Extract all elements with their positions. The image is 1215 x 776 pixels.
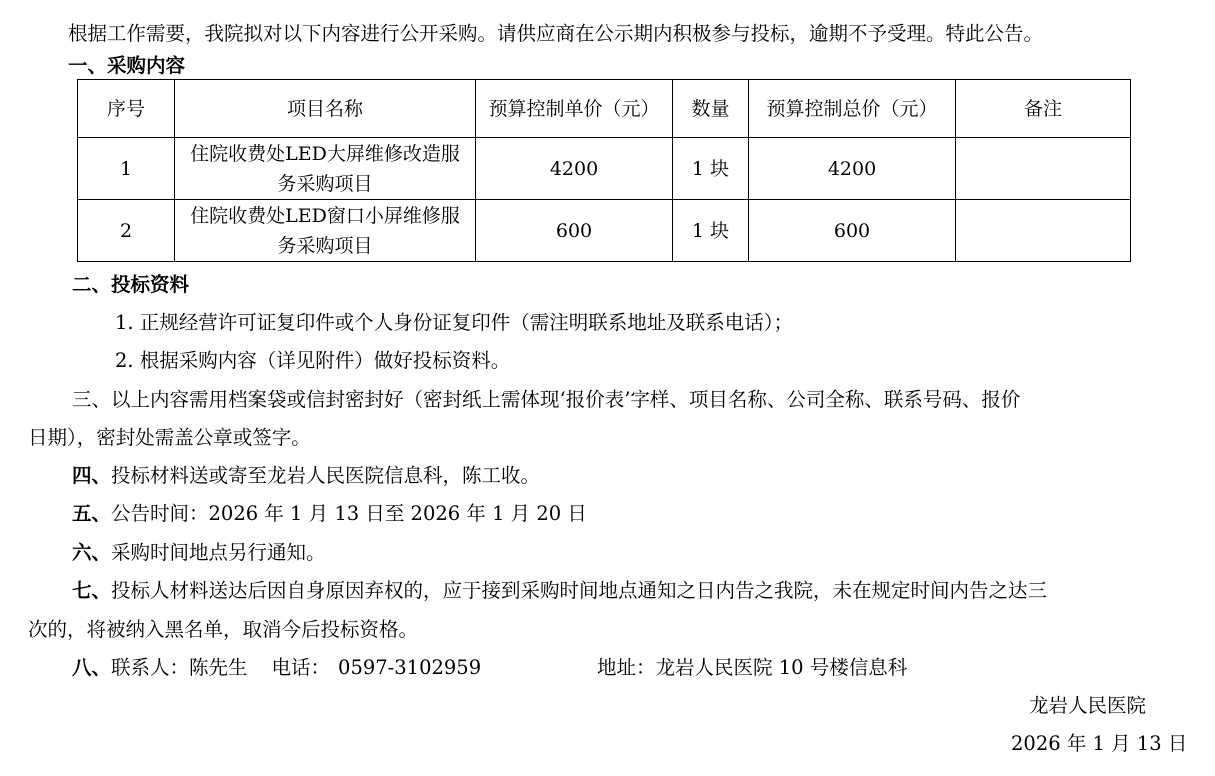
intro-paragraph: 根据工作需要，我院拟对以下内容进行公开采购。请供应商在公示期内积极参与投标，逾期不予受理。特此公告。 [68, 22, 1044, 45]
section-5-head: 五、 [72, 502, 112, 525]
section-3-line-1: 三、以上内容需用档案袋或信封密封好（密封纸上需体现‘报价表’字样、项目名称、公司全称、联系号码、报价 [72, 388, 1021, 411]
contact-person: 联系人：陈先生 [111, 656, 248, 679]
section-4 [72, 463, 540, 489]
table-row [78, 200, 1131, 262]
cell-quantity: 1 块 [673, 200, 749, 262]
header-unit-price: 预算控制单价（元） [476, 80, 673, 138]
cell-total-price: 600 [749, 200, 956, 262]
signature-org: 龙岩人民医院 [1029, 694, 1147, 717]
cell-no: 2 [78, 200, 175, 262]
section-7-text: 投标人材料送达后因自身原因弃权的，应于接到采购时间地点通知之日内告之我院，未在规定时间内告之达三 [111, 579, 1048, 602]
section-6-head: 六、 [72, 541, 112, 564]
header-note: 备注 [956, 80, 1131, 138]
section-2-title: 二、投标资料 [72, 273, 190, 296]
section-5-text: 公告时间：2026 年 1 月 13 日至 2026 年 1 月 20 日 [111, 502, 587, 525]
section-4-head: 四、 [72, 464, 112, 487]
cell-unit-price: 600 [476, 200, 673, 262]
section-5 [72, 501, 587, 527]
item-name-line2: 务采购项目 [277, 172, 373, 195]
cell-item-name [175, 138, 476, 200]
cell-no: 1 [78, 138, 175, 200]
cell-total-price: 4200 [749, 138, 956, 200]
address: 地址：龙岩人民医院 10 号楼信息科 [597, 656, 908, 679]
section-4-text: 投标材料送或寄至龙岩人民医院信息科，陈工收。 [111, 464, 541, 487]
section-7-line-1 [72, 578, 1047, 604]
phone-label: 电话： [271, 656, 331, 679]
section-3-line-2: 日期），密封处需盖公章或签字。 [28, 426, 311, 449]
table-row [78, 138, 1131, 200]
header-item-name: 项目名称 [175, 80, 476, 138]
cell-note [956, 200, 1131, 262]
item-name-line1: 住院收费处LED大屏维修改造服 [190, 142, 460, 165]
item-name-line1: 住院收费处LED窗口小屏维修服 [190, 204, 460, 227]
phone-number: 0597-3102959 [338, 656, 482, 679]
section-6 [72, 540, 326, 566]
section-6-text: 采购时间地点另行通知。 [111, 541, 326, 564]
cell-quantity: 1 块 [673, 138, 749, 200]
table-header-row [78, 80, 1131, 138]
cell-note [956, 138, 1131, 200]
section-7-head: 七、 [72, 579, 112, 602]
section-8-head: 八、 [72, 656, 112, 679]
header-total-price: 预算控制总价（元） [749, 80, 956, 138]
section-7-line-2: 次的，将被纳入黑名单，取消今后投标资格。 [28, 618, 419, 641]
header-quantity: 数量 [673, 80, 749, 138]
section-8 [72, 655, 481, 681]
signature-date: 2026 年 1 月 13 日 [1011, 732, 1188, 755]
cell-item-name [175, 200, 476, 262]
section-2-item-1: 1. 正规经营许可证复印件或个人身份证复印件（需注明联系地址及联系电话）； [115, 311, 794, 334]
procurement-table [77, 79, 1131, 262]
section-2-item-2: 2. 根据采购内容（详见附件）做好投标资料。 [115, 349, 511, 372]
item-name-line2: 务采购项目 [277, 234, 373, 257]
cell-unit-price: 4200 [476, 138, 673, 200]
section-1-title: 一、采购内容 [68, 54, 186, 77]
header-no: 序号 [78, 80, 175, 138]
